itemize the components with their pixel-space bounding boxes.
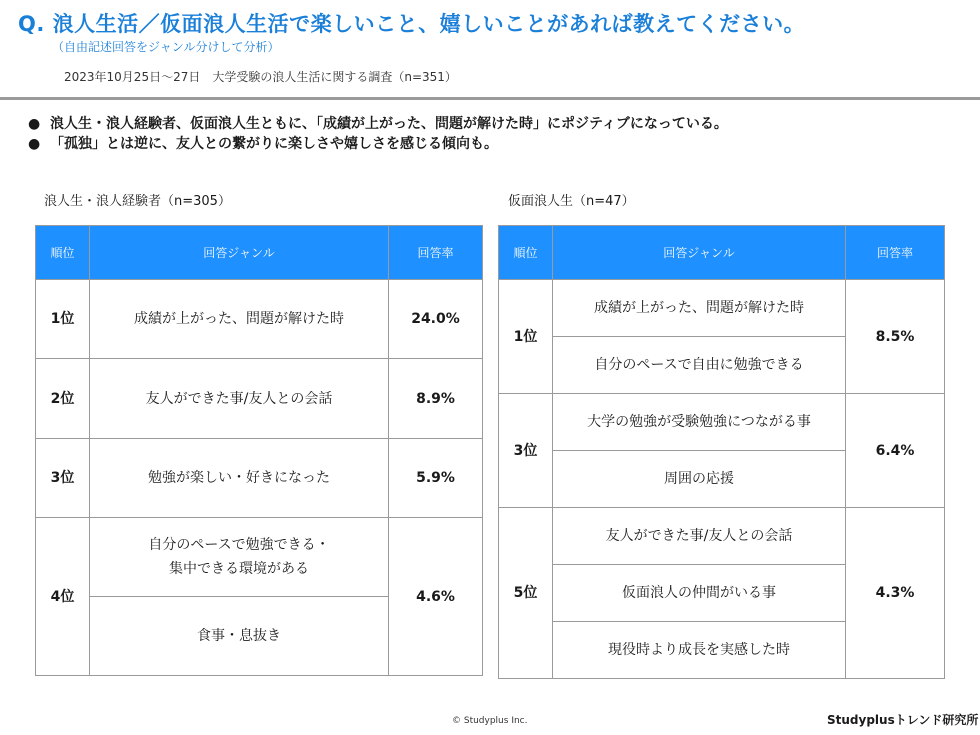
table-row (36, 280, 483, 359)
genre-cell: 大学の勉強が受験勉強につながる事 (553, 394, 846, 451)
rank-cell: 1位 (36, 280, 90, 359)
page-title: Q. 浪人生活／仮面浪人生活で楽しいこと、嬉しいことがあれば教えてください。 (18, 12, 806, 36)
table-header-row (499, 226, 945, 280)
bullet-marker: ● (28, 116, 41, 132)
header-genre: 回答ジャンル (90, 226, 389, 280)
rate-cell: 8.9% (389, 359, 483, 439)
brand-logo-text: Studyplusトレンド研究所 (827, 713, 979, 727)
header-rank: 順位 (36, 226, 90, 280)
header-rate: 回答率 (389, 226, 483, 280)
rank-cell: 4位 (36, 518, 90, 676)
genre-cell: 友人ができた事/友人との会話 (90, 359, 389, 439)
summary-bullet (28, 114, 728, 134)
genre-cell: 成績が上がった、問題が解けた時 (553, 280, 846, 337)
genre-cell: 食事・息抜き (90, 597, 389, 676)
bullet-text: 浪人生・浪人経験者、仮面浪人生ともに、「成績が上がった、問題が解けた時」にポジティブになっている。 (50, 116, 728, 132)
rate-cell: 24.0% (389, 280, 483, 359)
ranking-table-ronin (35, 225, 483, 676)
page-subtitle: （自由記述回答をジャンル分けして分析） (52, 40, 280, 54)
genre-cell: 友人ができた事/友人との会話 (553, 508, 846, 565)
left-table-label: 浪人生・浪人経験者（n=305） (44, 194, 231, 209)
rank-cell: 3位 (36, 439, 90, 518)
genre-cell: 自分のペースで勉強できる・ 集中できる環境がある (90, 518, 389, 597)
genre-cell: 自分のペースで自由に勉強できる (553, 337, 846, 394)
genre-cell: 周囲の応援 (553, 451, 846, 508)
rate-cell: 4.3% (846, 508, 945, 679)
bullet-text: 「孤独」とは逆に、友人との繋がりに楽しさや嬉しさを感じる傾向も。 (50, 136, 498, 152)
copyright: © Studyplus Inc. (452, 716, 528, 726)
rate-cell: 5.9% (389, 439, 483, 518)
table-row (36, 518, 483, 597)
table-row (36, 359, 483, 439)
header-divider (0, 97, 980, 100)
right-table-label: 仮面浪人生（n=47） (508, 194, 635, 209)
summary-bullets (28, 114, 728, 154)
genre-cell: 成績が上がった、問題が解けた時 (90, 280, 389, 359)
bullet-marker: ● (28, 136, 41, 152)
rank-cell: 2位 (36, 359, 90, 439)
summary-bullet (28, 134, 728, 154)
table-header-row (36, 226, 483, 280)
table-row (499, 508, 945, 565)
genre-cell: 勉強が楽しい・好きになった (90, 439, 389, 518)
header-genre: 回答ジャンル (553, 226, 846, 280)
rate-cell: 4.6% (389, 518, 483, 676)
ranking-table-kamen (498, 225, 945, 679)
rate-cell: 8.5% (846, 280, 945, 394)
table-row (499, 280, 945, 337)
header-rate: 回答率 (846, 226, 945, 280)
rank-cell: 1位 (499, 280, 553, 394)
table-row (499, 394, 945, 451)
rate-cell: 6.4% (846, 394, 945, 508)
survey-info: 2023年10月25日～27日 大学受験の浪人生活に関する調査（n=351） (64, 70, 457, 84)
genre-cell: 現役時より成長を実感した時 (553, 622, 846, 679)
header-rank: 順位 (499, 226, 553, 280)
rank-cell: 3位 (499, 394, 553, 508)
rank-cell: 5位 (499, 508, 553, 679)
genre-cell: 仮面浪人の仲間がいる事 (553, 565, 846, 622)
table-row (36, 439, 483, 518)
